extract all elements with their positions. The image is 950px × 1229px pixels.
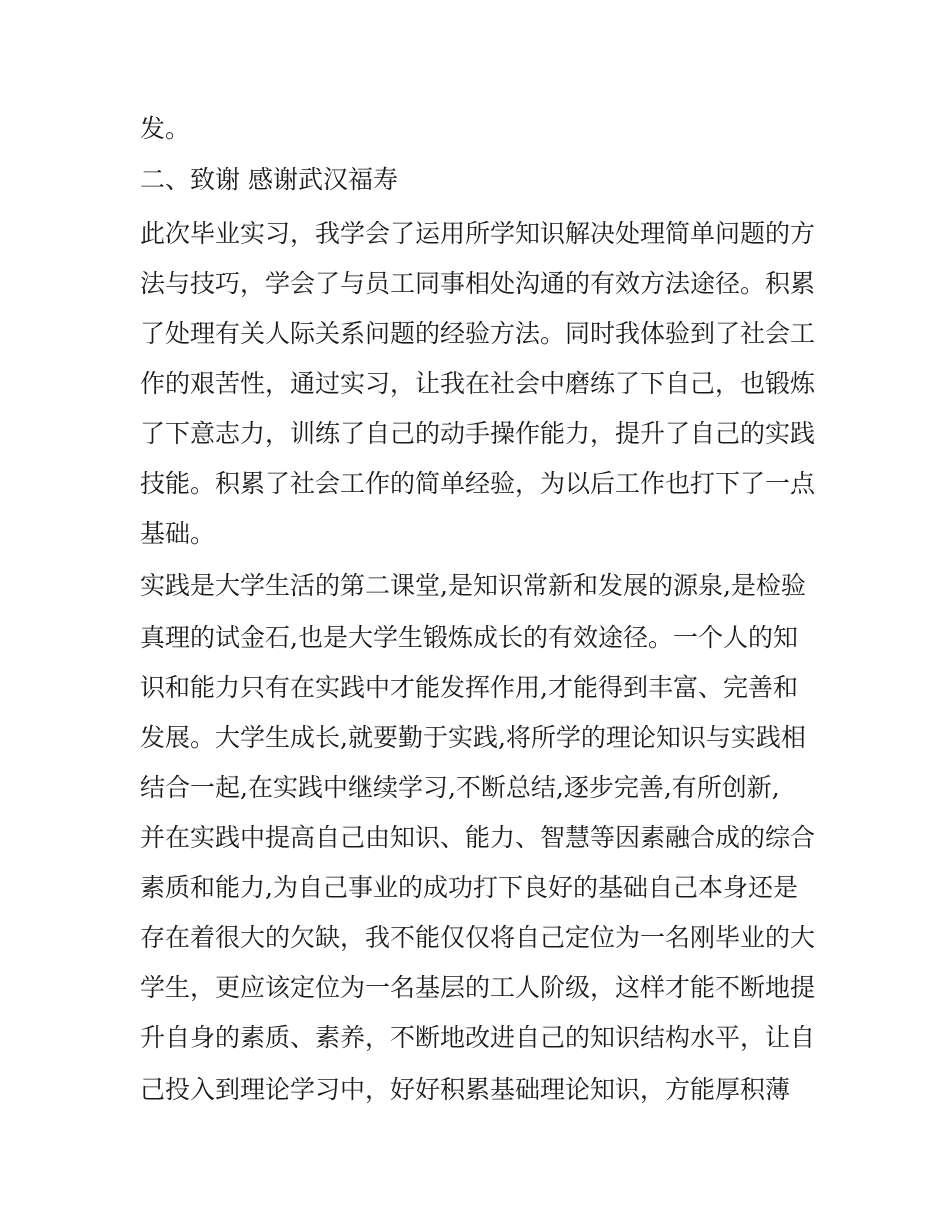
text-line-6: 作的艰苦性，通过实习，让我在社会中磨练了下自己，也锻炼 <box>140 369 816 398</box>
text-line-11: 真理的试金石,也是大学生锻炼成长的有效途径。一个人的知 <box>140 623 798 652</box>
text-line-15: 并在实践中提高自己由知识、能力、智慧等因素融合成的综合 <box>140 823 816 852</box>
text-line-13: 发展。大学生成长,就要勤于实践,将所学的理论知识与实践相 <box>140 723 806 752</box>
text-line-19: 升自身的素质、素养，不断地改进自己的知识结构水平，让自 <box>140 1023 816 1052</box>
text-line-9: 基础。 <box>140 519 216 548</box>
text-line-4: 法与技巧，学会了与员工同事相处沟通的有效方法途径。积累 <box>140 269 816 298</box>
text-line-17: 存在着很大的欠缺，我不能仅仅将自己定位为一名刚毕业的大 <box>140 923 816 952</box>
text-line-1: 发。 <box>140 114 191 143</box>
section-heading: 二、致谢 感谢武汉福寿 <box>140 165 398 194</box>
text-line-3: 此次毕业实习，我学会了运用所学知识解决处理简单问题的方 <box>140 219 816 248</box>
text-line-18: 学生，更应该定位为一名基层的工人阶级，这样才能不断地提 <box>140 973 816 1002</box>
text-line-20: 己投入到理论学习中，好好积累基础理论知识，方能厚积薄 <box>140 1075 791 1104</box>
text-line-7: 了下意志力，训练了自己的动手操作能力，提升了自己的实践 <box>140 419 816 448</box>
text-line-5: 了处理有关人际关系问题的经验方法。同时我体验到了社会工 <box>140 319 816 348</box>
text-line-14: 结合一起,在实践中继续学习,不断总结,逐步完善,有所创新, <box>140 773 780 802</box>
text-line-10: 实践是大学生活的第二课堂,是知识常新和发展的源泉,是检验 <box>140 571 806 600</box>
text-line-8: 技能。积累了社会工作的简单经验，为以后工作也打下了一点 <box>140 469 816 498</box>
text-line-16: 素质和能力,为自己事业的成功打下良好的基础自己本身还是 <box>140 873 798 902</box>
text-line-12: 识和能力只有在实践中才能发挥作用,才能得到丰富、完善和 <box>140 673 798 702</box>
